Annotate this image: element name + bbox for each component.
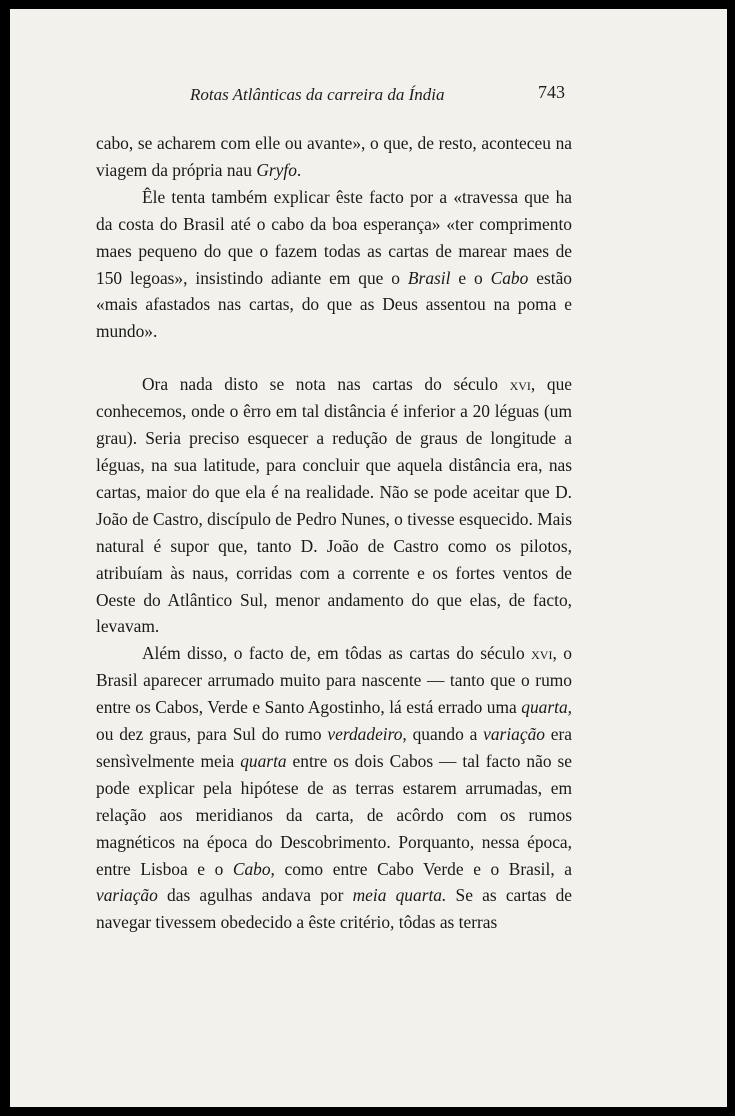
paragraph-2 [96,184,572,345]
text-segment: , que conhecemos, onde o êrro em tal distância é inferior a 20 léguas (um grau). Seria preciso esquecer a redução de graus de longitude a léguas, na sua latitude, para concluir que aquela distância era, nas cartas, maior do que ela é na realidade. Não se pode aceitar que D. João de Castro, discípulo de Pedro Nunes, o tivesse esquecido. Mais natural é supor que, tanto D. João de Castro como os pilotos, atribuíam às naus, corridas com a corrente e os fortes ventos de Oeste do Atlântico Sul, menor andamento do que elas, de facto, levavam. [96,374,572,637]
text-segment: , o Brasil aparecer arrumado muito para nascente — tanto que o rumo entre os Cabos, Verde e Santo Agostinho, lá está errado uma [96,643,572,718]
body-text [96,130,572,936]
paragraph-1 [96,130,572,184]
text-segment: ou dez graus, para Sul do rumo [96,724,328,745]
text-segment: . [296,159,302,180]
century-numeral: xvi [531,643,553,664]
text-segment: Além disso, o facto de, em tôdas as cartas do século [142,643,532,664]
text-segment: estão «mais afastados nas cartas, do que as Deus assentou na poma e mundo». [96,267,572,342]
italic-term: meia quarta. [352,885,447,906]
text-segment: das agulhas andava por [157,885,353,906]
text-segment: Se as cartas de navegar tivessem obedecido a êste critério, tôdas as terras [96,885,573,933]
text-segment: como entre Cabo Verde e o Brasil, a [274,858,572,879]
text-segment: quando a [406,724,484,745]
text-segment: cabo, se acharem com elle ou avante», o que, de resto, aconteceu na viagem da própria nau [96,133,572,180]
text-segment: e o [450,267,491,288]
italic-term: verdadeiro, [327,724,407,745]
running-title: Rotas Atlânticas da carreira da Índia [190,85,445,104]
page-number: 743 [538,82,565,102]
page-header [10,82,727,109]
text-segment: Ora nada disto se nota nas cartas do século [142,374,510,395]
italic-term: Cabo, [232,858,275,879]
century-numeral: xvi [509,374,531,395]
italic-term: quarta [240,750,287,771]
italic-term: Cabo [490,267,529,288]
text-segment: entre os dois Cabos — tal facto não se pode explicar pela hipótese de as terras estarem arrumadas, em relação aos meridianos da carta, de acôrdo com os rumos magnéticos na época do Descobrimento. Porquanto, nessa época, entre Lisboa e o [96,750,572,879]
italic-term: Brasil [407,267,451,288]
italic-term: variação [483,724,545,745]
text-segment: era sensìvelmente meia [96,724,573,771]
italic-term: quarta, [521,697,572,718]
italic-term: Gryfo [256,159,297,180]
italic-term: variação [96,885,158,906]
paragraph-3 [96,371,572,640]
text-segment: Êle tenta também explicar êste facto por a «travessa que ha da costa do Brasil até o cabo da boa esperança» «ter comprimento maes pequeno do que o fazem todas as cartas de marear maes de 150 legoas», insistindo adiante em que o [96,186,572,288]
book-page [10,9,727,1107]
paragraph-4 [96,640,572,936]
